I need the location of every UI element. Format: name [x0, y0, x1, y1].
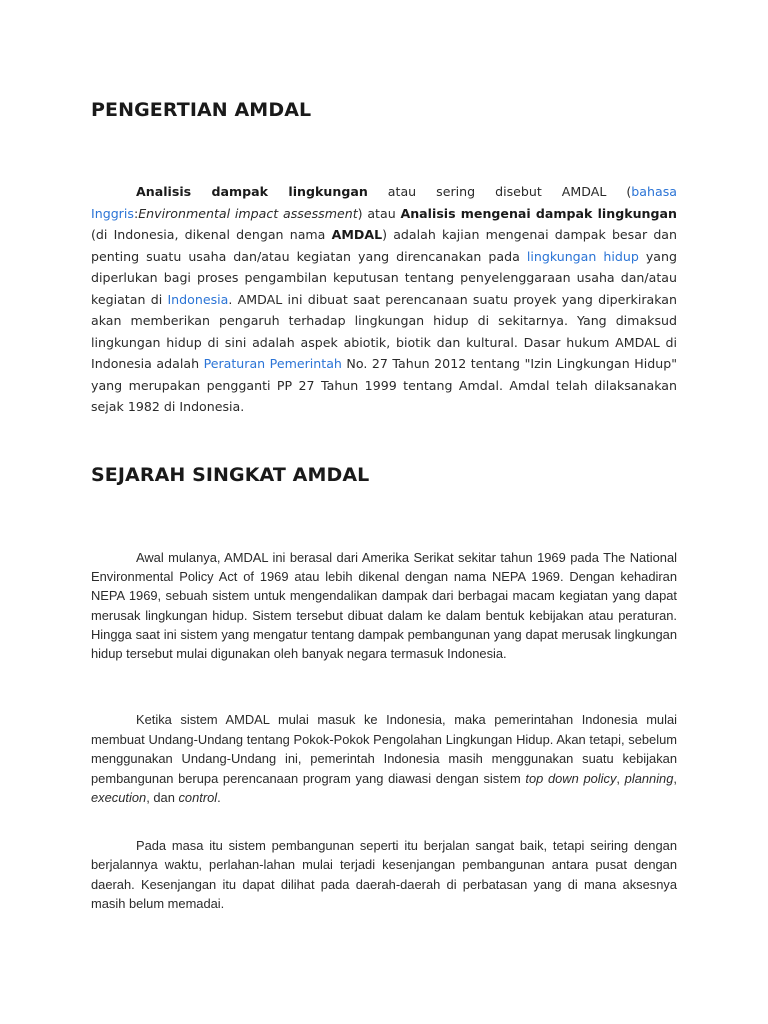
term-analisis-dampak: Analisis dampak lingkungan	[136, 184, 368, 199]
text-span: ) atau	[357, 205, 401, 221]
text-span: ,	[673, 770, 677, 786]
link-bahasa-inggris[interactable]: bahasa Inggris	[91, 184, 677, 221]
term-italic: top down policy	[525, 770, 617, 786]
text-span: No. 27 Tahun 2012 tentang "Izin Lingkungan Hidup" yang merupakan pengganti PP 27 Tahun 1999 tentang Amdal. Amdal telah dilaksanakan sejak 1982 di Indonesia.	[91, 356, 677, 414]
text-span: . AMDAL ini dibuat saat perencanaan suatu proyek yang diperkirakan akan memberikan pengaruh terhadap lingkungan hidup di sekitarnya. Yang dimaksud lingkungan hidup di sini adalah aspek abiotik, biotik dan kultural. Dasar hukum AMDAL di Indonesia adalah	[91, 291, 677, 371]
paragraph-sejarah-2	[91, 710, 677, 808]
text-span: :	[133, 205, 139, 221]
text-span: ,	[616, 770, 625, 786]
term-italic: control	[178, 790, 218, 806]
term-analisis-mengenai: Analisis mengenai dampak lingkungan	[400, 205, 677, 221]
link-peraturan-pemerintah[interactable]: Peraturan Pemerintah	[203, 356, 342, 371]
text-span: .	[217, 790, 221, 806]
text-span: (di Indonesia, dikenal dengan nama	[91, 227, 332, 242]
term-italic: execution	[91, 790, 147, 806]
heading-sejarah-singkat: SEJARAH SINGKAT AMDAL	[91, 464, 370, 486]
paragraph-sejarah-3: Pada masa itu sistem pembangunan seperti itu berjalan sangat baik, tetapi seiring dengan berjalannya waktu, perlahan-lahan mulai terjadi kesenjangan pembangunan antara pusat dengan daerah. Kesenjangan itu dapat dilihat pada daerah-daerah di perbatasan yang di mana aksesnya masih belum memadai.	[91, 838, 677, 912]
term-amdal: AMDAL	[331, 227, 383, 242]
term-italic: planning	[624, 770, 674, 786]
paragraph-pengertian	[91, 181, 677, 418]
term-english: Environmental impact assessment	[138, 205, 358, 221]
text-span: ) adalah kajian mengenai dampak besar dan penting suatu usaha dan/atau kegiatan yang direncanakan pada	[91, 227, 678, 264]
text-span: yang diperlukan bagi proses pengambilan keputusan tentang penyelenggaraan usaha dan/atau kegiatan di	[91, 248, 677, 307]
link-lingkungan-hidup[interactable]: lingkungan hidup	[526, 248, 639, 264]
text-span: Ketika sistem AMDAL mulai masuk ke Indonesia, maka pemerintahan Indonesia mulai membuat Undang-Undang tentang Pokok-Pokok Pengolahan Lingkungan Hidup. Akan tetapi, sebelum menggunakan Undang-Undang ini, pemerintah Indonesia masih menggunakan suatu kebijakan pembangunan berupa perencanaan program yang diawasi dengan sistem	[91, 712, 677, 786]
link-indonesia[interactable]: Indonesia	[167, 291, 229, 307]
text-span: , dan	[146, 790, 179, 806]
paragraph-sejarah-1: Awal mulanya, AMDAL ini berasal dari Amerika Serikat sekitar tahun 1969 pada The National Environmental Policy Act of 1969 atau lebih dikenal dengan nama NEPA 1969. Dengan kehadiran NEPA 1969, sebuah sistem untuk mengendalikan dampak dari berbagai macam kegiatan yang dapat merusak lingkungan hidup. Sistem tersebut dibuat dalam ke dalam bentuk kebijakan atau peraturan. Hingga saat ini sistem yang mengatur tentang dampak pembangunan yang dapat merusak lingkungan hidup tersebut mulai digunakan oleh banyak negara termasuk Indonesia.	[91, 550, 677, 662]
text-span: atau sering disebut AMDAL (	[367, 184, 632, 199]
heading-pengertian-amdal: PENGERTIAN AMDAL	[91, 99, 312, 121]
